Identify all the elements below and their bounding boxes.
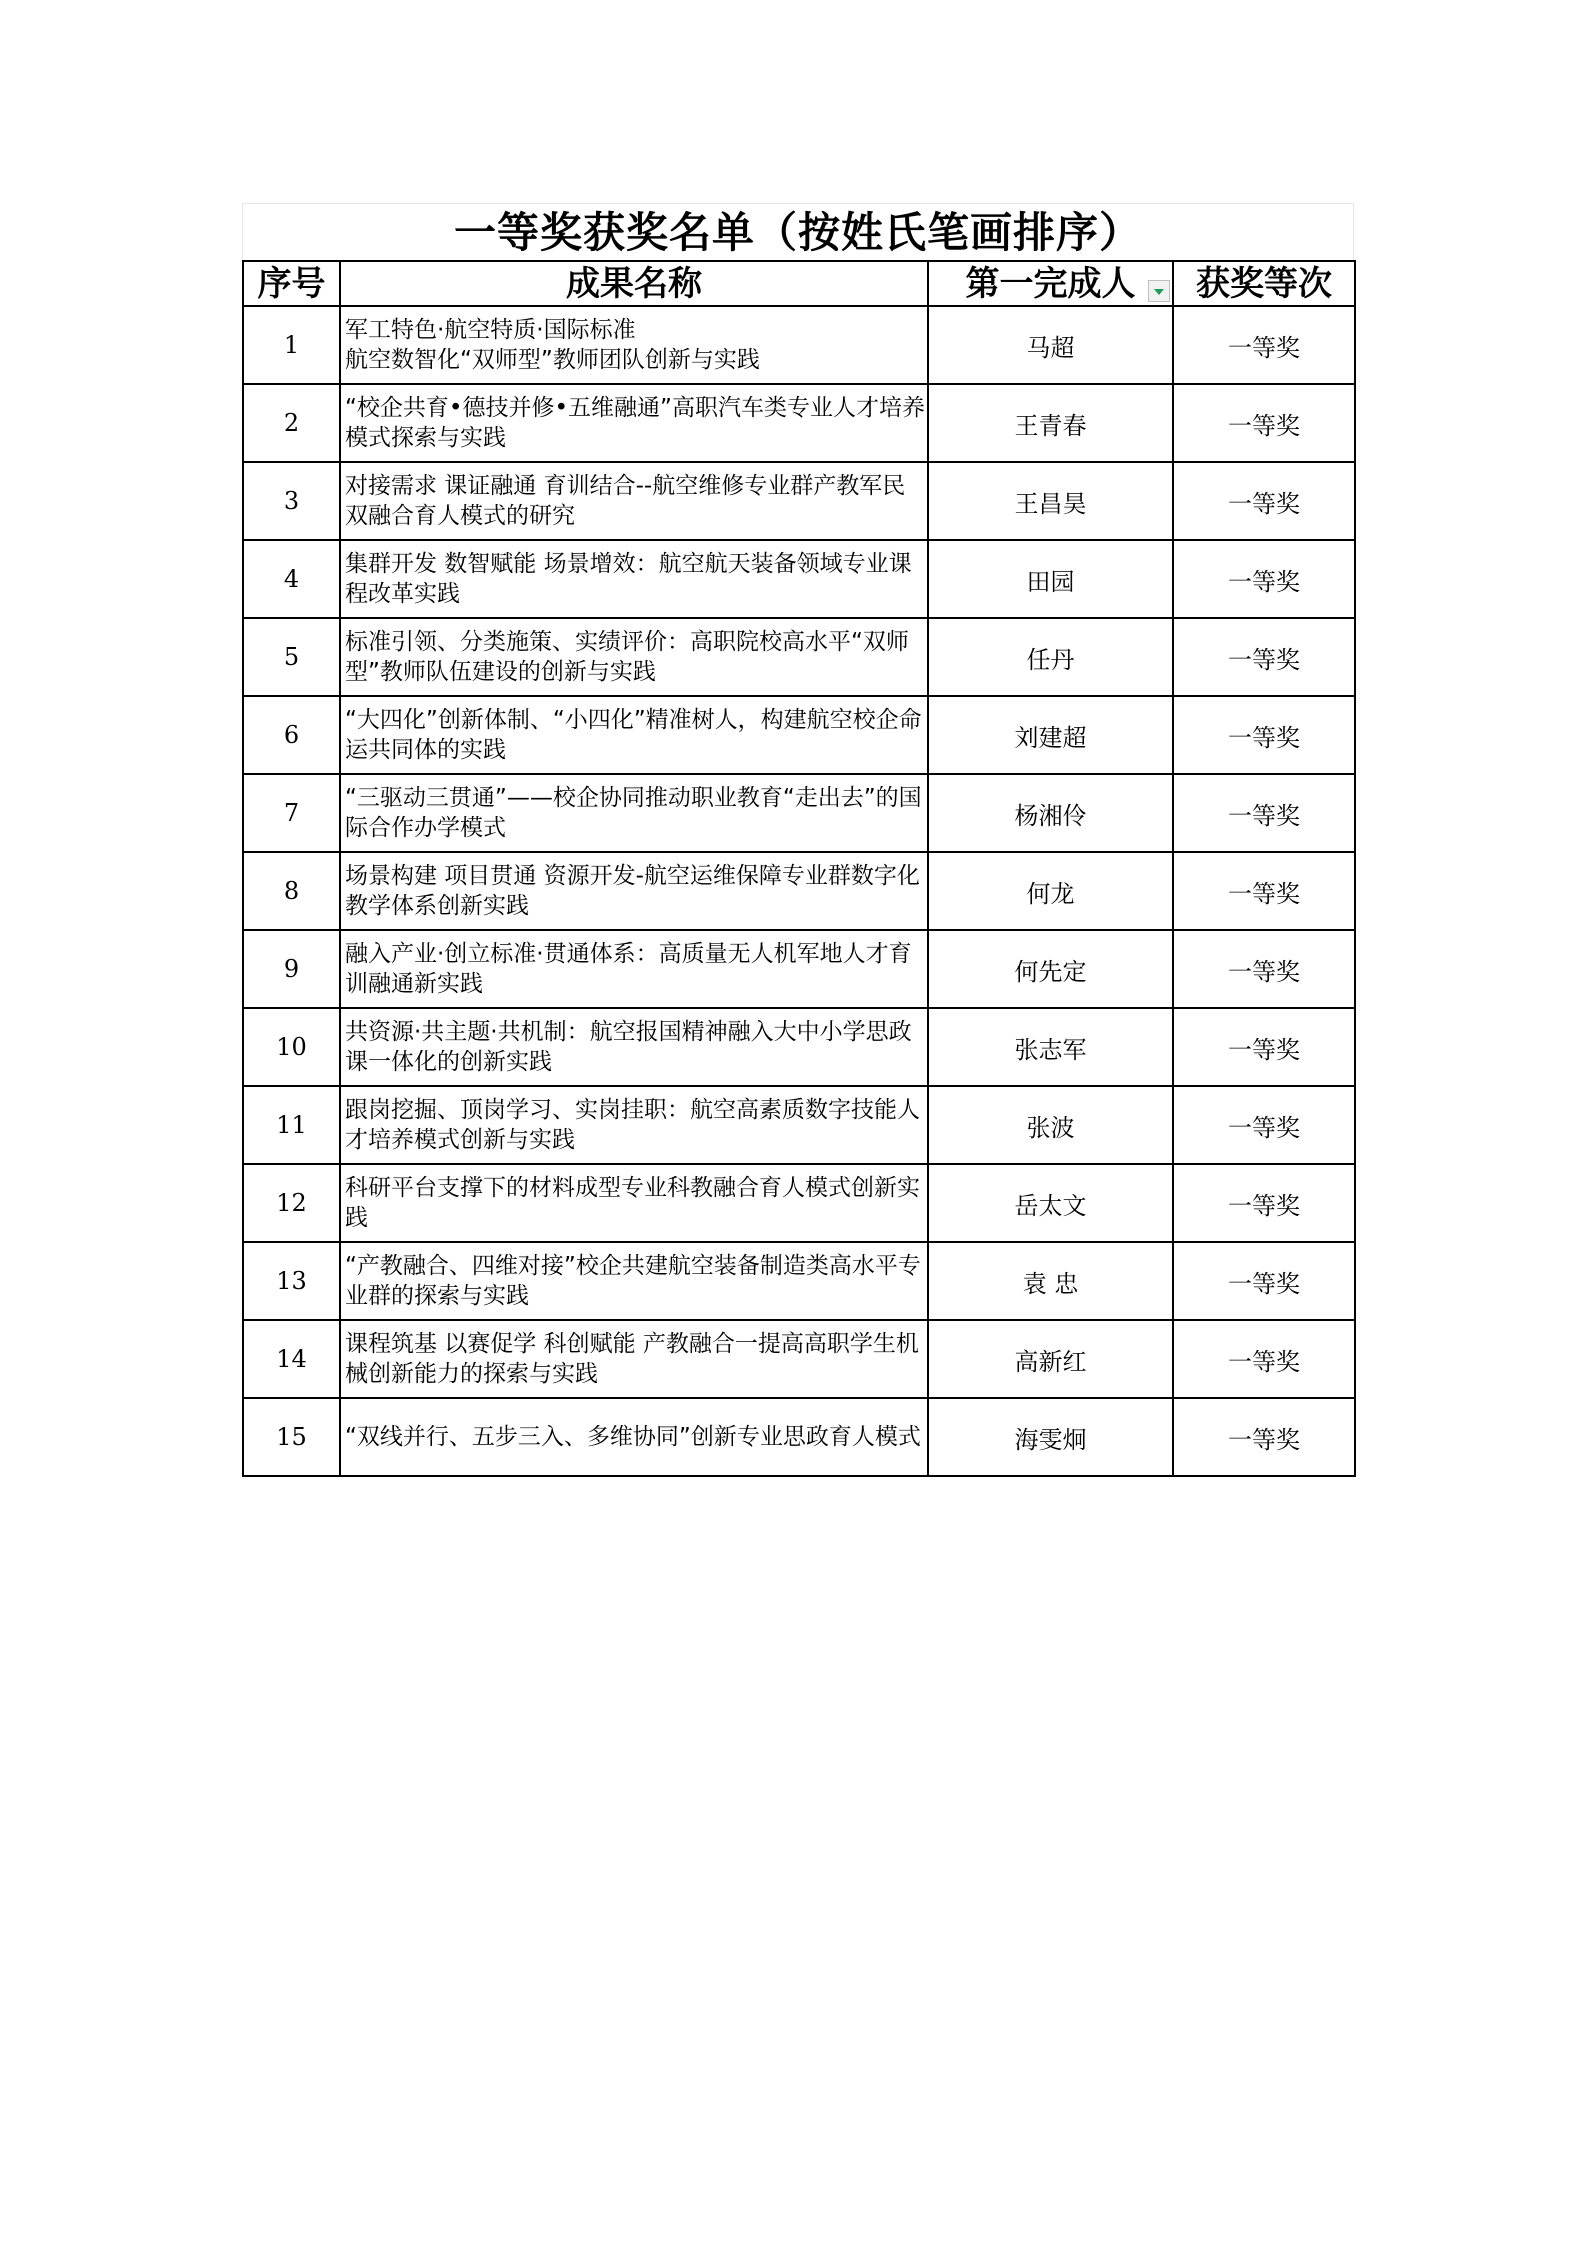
table-row (243, 1398, 1355, 1476)
achievement-name: “三驱动三贯通”——校企协同推动职业教育“走出去”的国际合作办学模式 (340, 774, 928, 852)
first-contributor: 何龙 (928, 852, 1173, 930)
first-contributor: 马超 (928, 306, 1173, 384)
table-row (243, 1242, 1355, 1320)
award-level: 一等奖 (1173, 1320, 1355, 1398)
award-level: 一等奖 (1173, 852, 1355, 930)
first-contributor: 任丹 (928, 618, 1173, 696)
award-sheet (242, 203, 1354, 1477)
first-contributor: 袁 忠 (928, 1242, 1173, 1320)
first-contributor: 杨湘伶 (928, 774, 1173, 852)
row-number: 14 (243, 1320, 340, 1398)
award-level: 一等奖 (1173, 1008, 1355, 1086)
row-number: 7 (243, 774, 340, 852)
first-contributor: 田园 (928, 540, 1173, 618)
header-award: 获奖等次 (1173, 261, 1355, 306)
table-row (243, 1320, 1355, 1398)
award-level: 一等奖 (1173, 930, 1355, 1008)
first-contributor: 岳太文 (928, 1164, 1173, 1242)
table-row (243, 696, 1355, 774)
header-person (928, 261, 1173, 306)
achievement-name: 场景构建 项目贯通 资源开发-航空运维保障专业群数字化教学体系创新实践 (340, 852, 928, 930)
award-level: 一等奖 (1173, 696, 1355, 774)
award-level: 一等奖 (1173, 462, 1355, 540)
award-level: 一等奖 (1173, 540, 1355, 618)
row-number: 10 (243, 1008, 340, 1086)
row-number: 11 (243, 1086, 340, 1164)
table-row (243, 852, 1355, 930)
table-row (243, 618, 1355, 696)
first-contributor: 张波 (928, 1086, 1173, 1164)
achievement-name: 融入产业·创立标准·贯通体系：高质量无人机军地人才育训融通新实践 (340, 930, 928, 1008)
achievement-name: “双线并行、五步三入、多维协同”创新专业思政育人模式 (340, 1398, 928, 1476)
award-level: 一等奖 (1173, 1164, 1355, 1242)
award-level: 一等奖 (1173, 306, 1355, 384)
row-number: 5 (243, 618, 340, 696)
achievement-name: 军工特色·航空特质·国际标准 航空数智化“双师型”教师团队创新与实践 (340, 306, 928, 384)
award-level: 一等奖 (1173, 1398, 1355, 1476)
table-row (243, 540, 1355, 618)
first-contributor: 刘建超 (928, 696, 1173, 774)
achievement-name: 标准引领、分类施策、实绩评价：高职院校高水平“双师型”教师队伍建设的创新与实践 (340, 618, 928, 696)
achievement-name: “校企共育•德技并修•五维融通”高职汽车类专业人才培养模式探索与实践 (340, 384, 928, 462)
achievement-name: “大四化”创新体制、“小四化”精准树人，构建航空校企命运共同体的实践 (340, 696, 928, 774)
row-number: 9 (243, 930, 340, 1008)
header-person-label: 第一完成人 (965, 263, 1136, 304)
sheet-title: 一等奖获奖名单（按姓氏笔画排序） (242, 203, 1354, 260)
achievement-name: 科研平台支撑下的材料成型专业科教融合育人模式创新实践 (340, 1164, 928, 1242)
table-row (243, 774, 1355, 852)
award-level: 一等奖 (1173, 774, 1355, 852)
achievement-name: “产教融合、四维对接”校企共建航空装备制造类高水平专业群的探索与实践 (340, 1242, 928, 1320)
table-row (243, 1008, 1355, 1086)
table-row (243, 384, 1355, 462)
award-level: 一等奖 (1173, 1242, 1355, 1320)
table-row (243, 462, 1355, 540)
achievement-name: 课程筑基 以赛促学 科创赋能 产教融合一提高高职学生机械创新能力的探索与实践 (340, 1320, 928, 1398)
first-contributor: 王昌昊 (928, 462, 1173, 540)
header-row (243, 261, 1355, 306)
header-name: 成果名称 (340, 261, 928, 306)
achievement-name: 对接需求 课证融通 育训结合--航空维修专业群产教军民双融合育人模式的研究 (340, 462, 928, 540)
first-contributor: 何先定 (928, 930, 1173, 1008)
row-number: 8 (243, 852, 340, 930)
achievement-name: 共资源·共主题·共机制：航空报国精神融入大中小学思政课一体化的创新实践 (340, 1008, 928, 1086)
filter-dropdown-icon[interactable] (1148, 280, 1170, 302)
first-contributor: 张志军 (928, 1008, 1173, 1086)
achievement-name: 跟岗挖掘、顶岗学习、实岗挂职：航空高素质数字技能人才培养模式创新与实践 (340, 1086, 928, 1164)
table-row (243, 930, 1355, 1008)
row-number: 4 (243, 540, 340, 618)
row-number: 1 (243, 306, 340, 384)
award-level: 一等奖 (1173, 384, 1355, 462)
table-row (243, 1086, 1355, 1164)
row-number: 15 (243, 1398, 340, 1476)
first-contributor: 海雯炯 (928, 1398, 1173, 1476)
row-number: 2 (243, 384, 340, 462)
header-no: 序号 (243, 261, 340, 306)
table-row (243, 306, 1355, 384)
row-number: 12 (243, 1164, 340, 1242)
award-level: 一等奖 (1173, 618, 1355, 696)
award-level: 一等奖 (1173, 1086, 1355, 1164)
table-row (243, 1164, 1355, 1242)
row-number: 13 (243, 1242, 340, 1320)
achievement-name: 集群开发 数智赋能 场景增效：航空航天装备领域专业课程改革实践 (340, 540, 928, 618)
row-number: 6 (243, 696, 340, 774)
row-number: 3 (243, 462, 340, 540)
award-table (242, 260, 1356, 1477)
first-contributor: 王青春 (928, 384, 1173, 462)
first-contributor: 高新红 (928, 1320, 1173, 1398)
